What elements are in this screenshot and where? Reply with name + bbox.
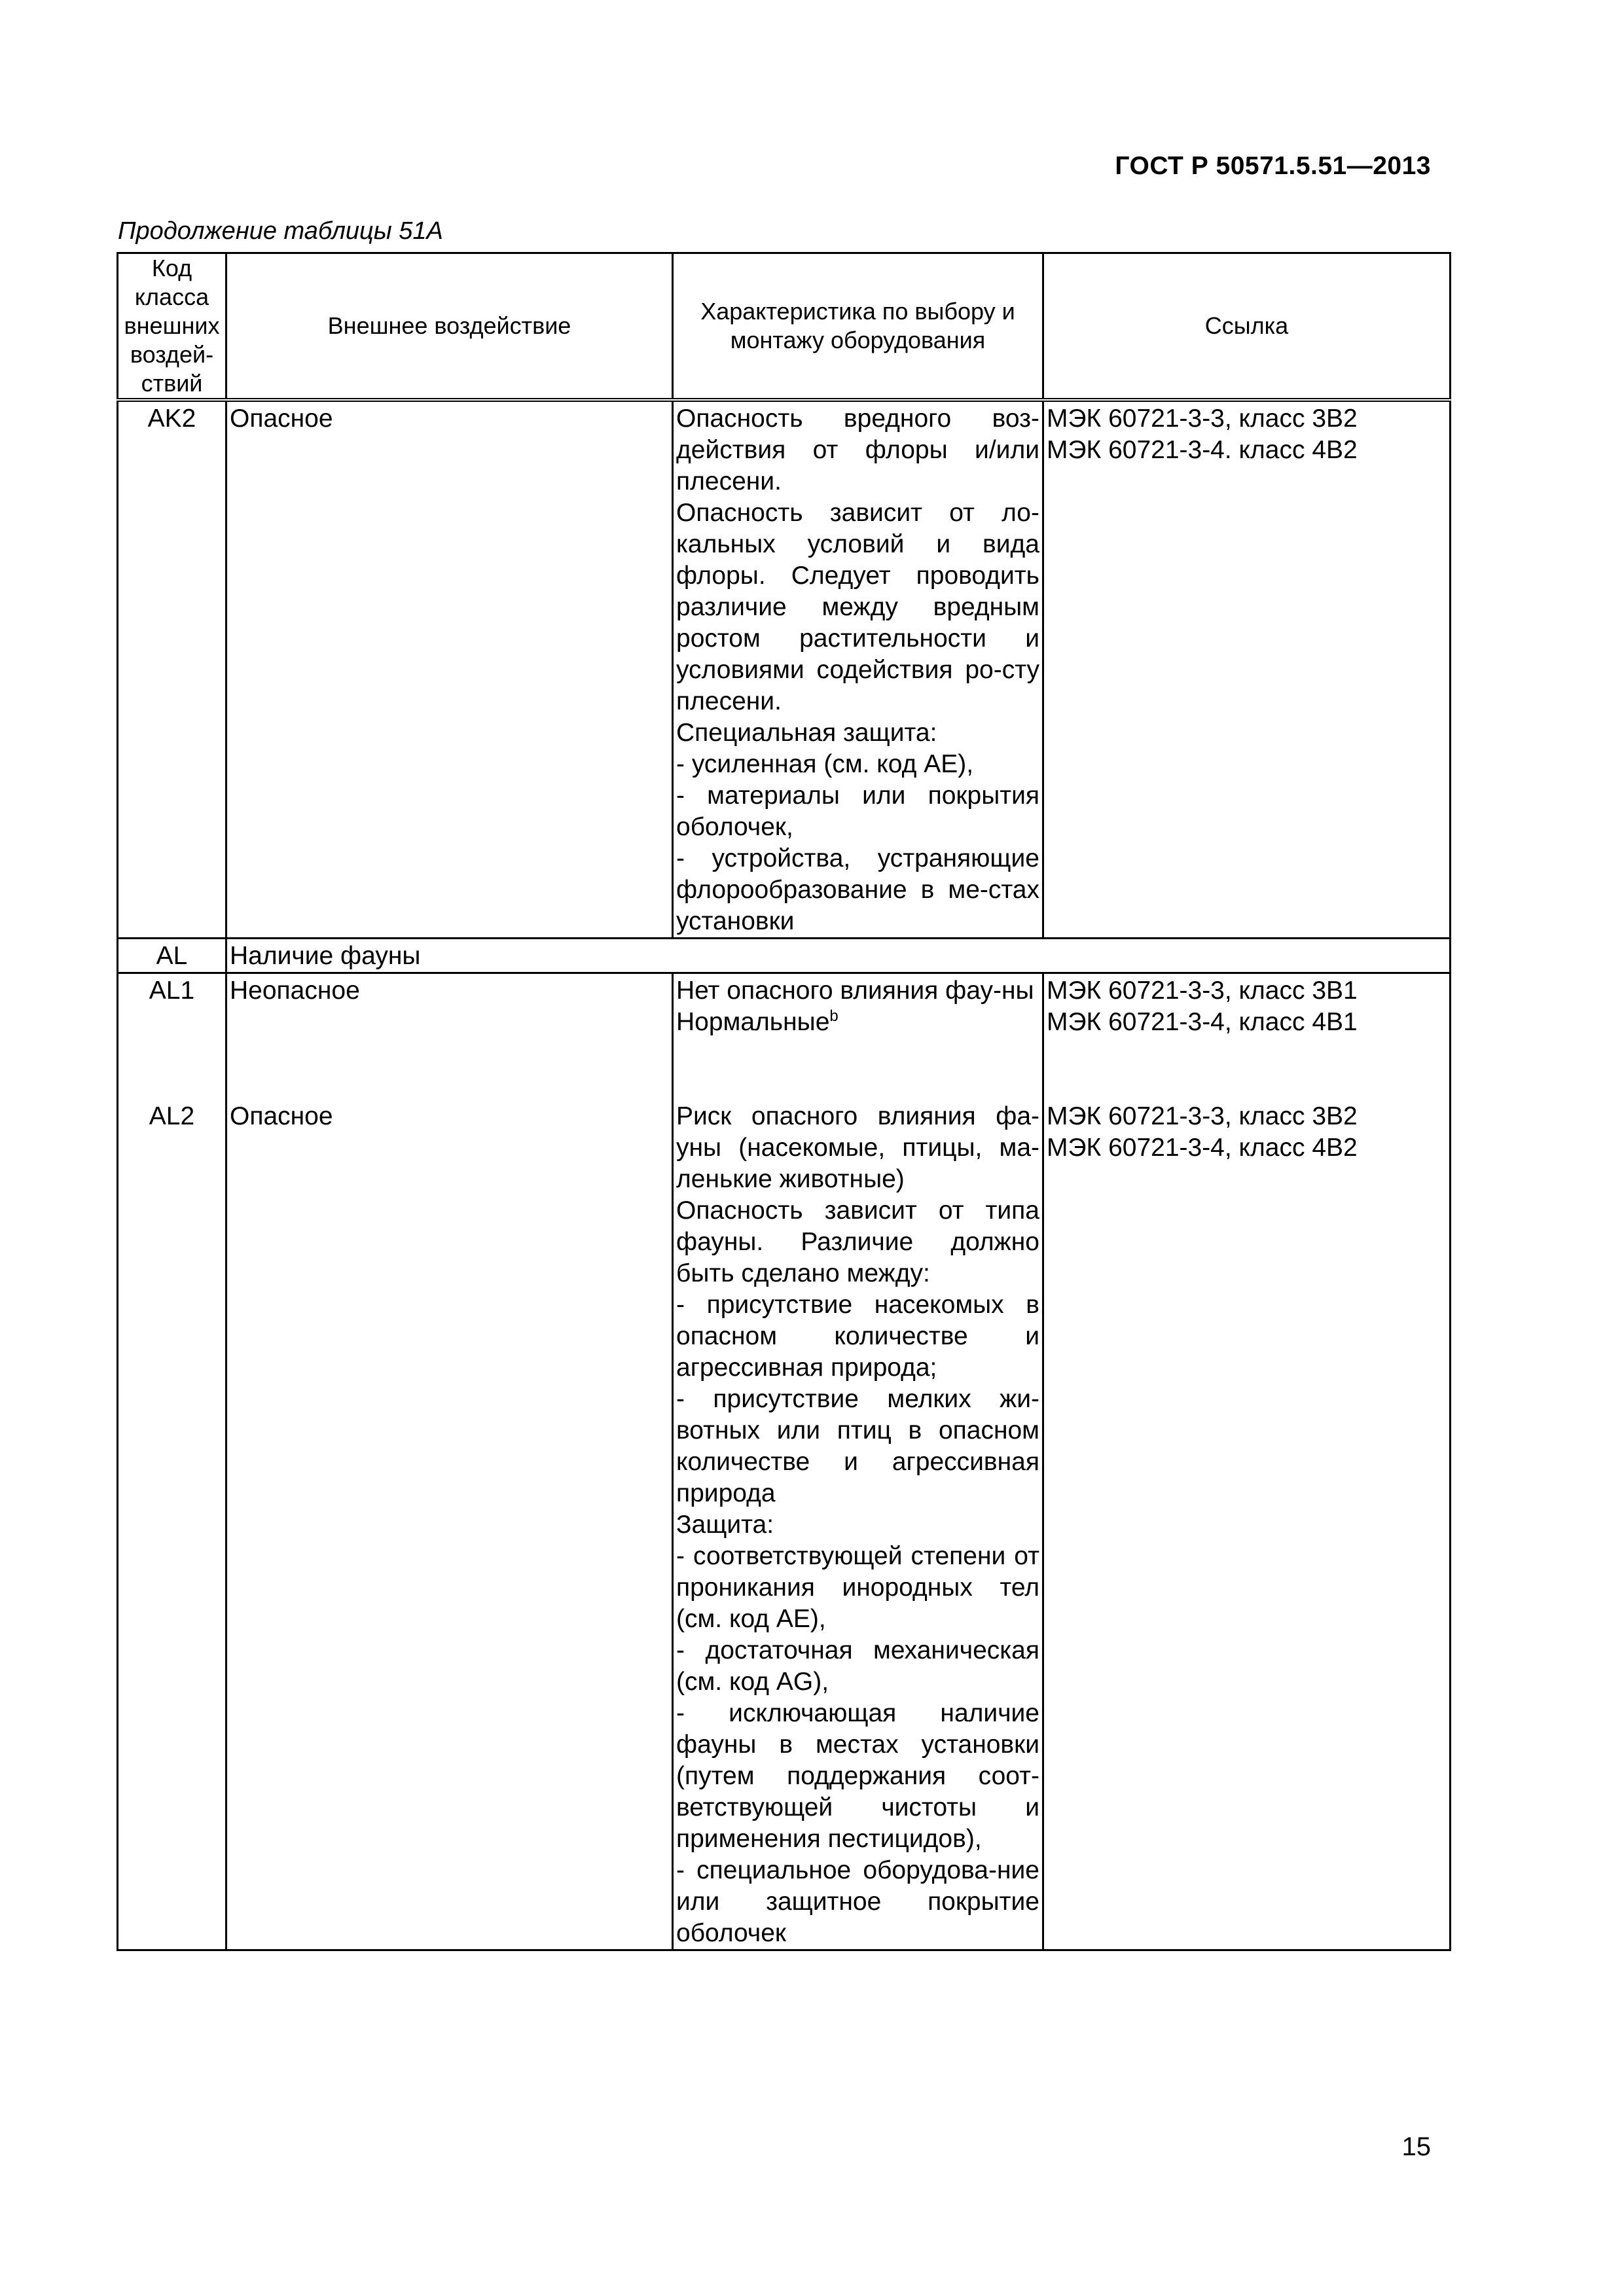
col-header-reference: Ссылка [1043,253,1451,401]
code-cell: AL2 [118,1100,226,1950]
table-row [118,400,1451,939]
reference-cell: МЭК 60721-3-3, класс 3В1 МЭК 60721-3-4, класс 4В1 [1043,973,1451,1100]
influence-cell: Опасное [226,1100,673,1950]
col-header-influence: Внешнее воздействие [226,253,673,401]
table-row [118,973,1451,1100]
table-caption: Продолжение таблицы 51А [118,217,443,245]
document-id: ГОСТ Р 50571.5.51—2013 [1115,152,1431,180]
code-cell: AK2 [118,400,226,939]
table-header-row [118,253,1451,401]
code-cell: AL1 [118,973,226,1100]
influence-cell: Опасное [226,400,673,939]
characteristic-cell: Опасность вредного воз-действия от флоры и/или плесени. Опасность зависит от ло-кальных условий и вида флоры. Следует проводить различие между вредным ростом растительности и условиями содействия ро-сту плесени. Специальная защита: - усиленная (см. код АЕ), - материалы или покрытия оболочек, - устройства, устраняющие флорообразование в ме-стах установки [673,400,1043,939]
classification-table [117,252,1451,1951]
page-number: 15 [1401,2132,1431,2161]
reference-cell: МЭК 60721-3-3, класс 3В2 МЭК 60721-3-4. класс 4В2 [1043,400,1451,939]
characteristic-cell: Риск опасного влияния фа-уны (насекомые, птицы, ма-ленькие животные) Опасность зависит от типа фауны. Различие должно быть сделано между: - присутствие насекомых в опасном количестве и агрессивная природа; - присутствие мелких жи-вотных или птиц в опасном количестве и агрессивная природа Защита: - соответствующей степени от проникания инородных тел (см. код АЕ), - достаточная механическая (см. код AG), - исключающая наличие фауны в местах установки (путем поддержания соот-ветствующей чистоты и применения пестицидов), - специальное оборудова-ние или защитное покрытие оболочек [673,1100,1043,1950]
reference-cell: МЭК 60721-3-3, класс 3В2 МЭК 60721-3-4, класс 4В2 [1043,1100,1451,1950]
col-header-characteristic: Характеристика по выбору и монтажу оборудования [673,253,1043,401]
group-title-cell: Наличие фауны [226,939,1451,973]
influence-cell: Неопасное [226,973,673,1100]
footnote-mark: b [829,1007,839,1025]
table-group-row [118,939,1451,973]
characteristic-cell: Нет опасного влияния фау-ны Нормальные$^b$ [673,973,1043,1100]
table-row [118,1100,1451,1950]
code-cell: AL [118,939,226,973]
col-header-code: Код класса внешних воздей- ствий [118,253,226,401]
